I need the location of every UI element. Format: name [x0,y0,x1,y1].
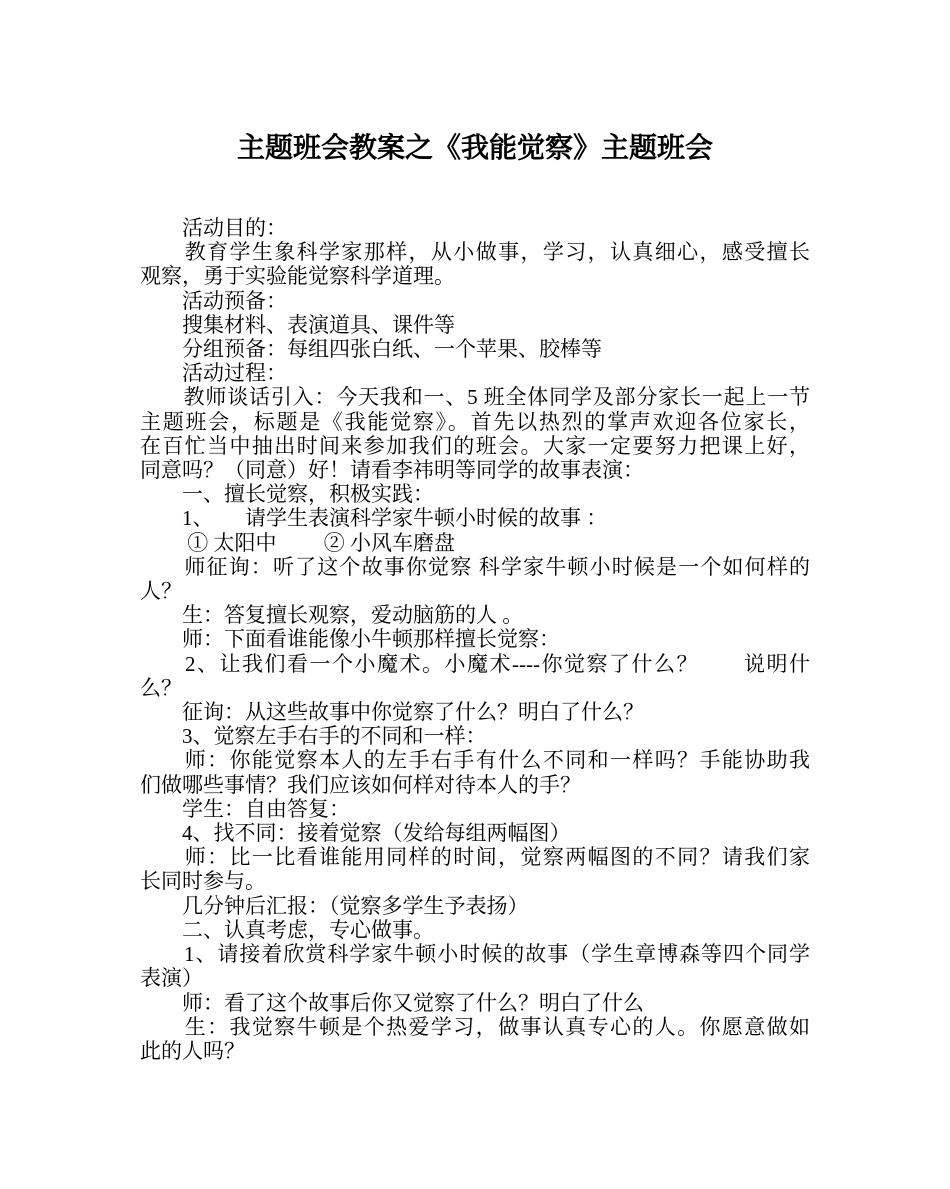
document-body [140,216,810,1063]
text-line: 4、找不同：接着觉察（发给每组两幅图） [140,821,571,846]
text-line: 师：比一比看谁能用同样的时间，觉察两幅图的不同？请我们家 [140,845,810,870]
text-line: 主题班会，标题是《我能觉察》。首先以热烈的掌声欢迎各位家长， [140,409,810,434]
text-line: 长同时参与。 [140,869,266,894]
text-line: 1、 请学生表演科学家牛顿小时候的故事 ： [140,506,608,531]
text-line: 生：我觉察牛顿是个热爱学习，做事认真专心的人。你愿意做如 [140,1014,810,1039]
text-line: 生：答复擅长观察，爱动脑筋的人 。 [140,603,524,628]
text-line: 1、请接着欣赏科学家牛顿小时候的故事（学生章博森等四个同学 [140,942,810,967]
text-line: 师：你能觉察本人的左手右手有什么不同和一样吗？手能协助我 [140,748,810,773]
text-line: 人？ [140,579,182,604]
text-line: 一、擅长觉察，积极实践： [140,482,434,507]
text-line: 征询：从这些故事中你觉察了什么？明白了什么？ [140,700,644,725]
text-line: 搜集材料、表演道具、课件等 [140,312,455,337]
document-title: 主题班会教案之《我能觉察》主题班会 [236,133,713,164]
text-line: 教师谈话引入：今天我和一、5 班全体同学及部分家长一起上一节 [140,385,810,410]
text-line: 此的人吗？ [140,1038,245,1063]
text-line: 在百忙当中抽出时间来参加我们的班会。大家一定要努力把课上好， [140,433,810,458]
text-line: 活动过程： [140,361,287,386]
text-line: 同意吗？（同意）好！请看李祎明等同学的故事表演： [140,458,644,483]
text-line: 么？ [140,675,182,700]
text-line: 分组预备：每组四张白纸、一个苹果、胶棒等 [140,337,602,362]
text-line: 们做哪些事情？我们应该如何样对待本人的手？ [140,772,581,797]
text-line: 师：看了这个故事后你又觉察了什么？明白了什么 [140,990,644,1015]
text-line: 学生：自由答复： [140,796,350,821]
text-line: 观察，勇于实验能觉察科学道理。 [140,264,455,289]
text-line: 2、让我们看一个小魔术。小魔术----你觉察了什么？ 说明什 [140,651,810,676]
text-line: 教育学生象科学家那样，从小做事，学习，认真细心，感受擅长 [140,240,810,265]
text-line: 活动目的： [140,216,287,240]
text-line: 几分钟后汇报：（觉察多学生予表扬） [140,893,529,918]
text-line: 师征询：听了这个故事你觉察 科学家牛顿小时候是一个如何样的 [140,554,810,579]
text-line: ① 太阳中 ② 小风车磨盘 [140,530,455,555]
text-line: 二、认真考虑，专心做事。 [140,917,434,942]
text-line: 师：下面看谁能像小牛顿那样擅长觉察： [140,627,560,652]
text-line: 活动预备： [140,288,287,313]
text-line: 3、觉察左手右手的不同和一样： [140,724,487,749]
text-line: 表演） [140,966,203,991]
